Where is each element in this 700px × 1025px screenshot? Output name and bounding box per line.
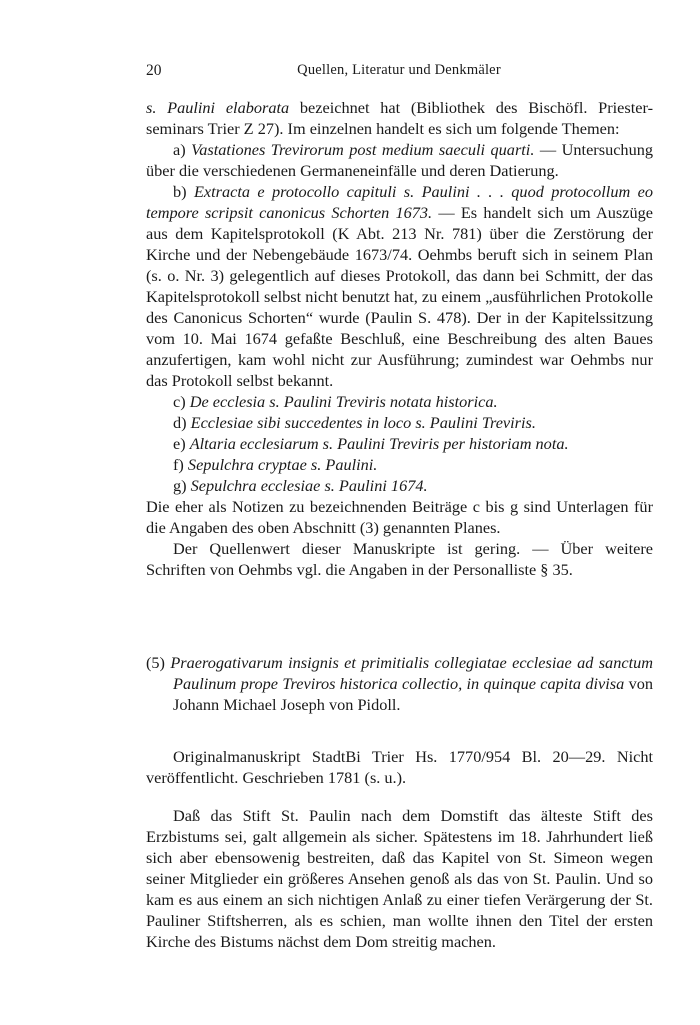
item-b-marker: b) xyxy=(173,182,194,201)
item-d-marker: d) xyxy=(173,413,191,432)
intro-text: bezeichnet hat (Bibliothek des Bischöfl. Priester-seminars Trier Z 27). Im einzelnen handelt es sich um folgende Themen: xyxy=(146,98,654,138)
item-f xyxy=(146,454,653,475)
item-g-marker: g) xyxy=(173,476,191,495)
intro-italic: s. Paulini elaborata xyxy=(146,98,290,117)
item-b-text: — Es handelt sich um Auszüge aus dem Kapitelsprotokoll (K Abt. 213 Nr. 781) über die Zerstörung der Kirche und der Nebengebäude 1673/74. Oehmbs beruft sich in seinem Plan (s. o. Nr. 3) gelegentlich auf dieses Protokoll, das dann bei Schmitt, der das Kapitelsprotokoll selbst nicht benutzt hat, zu einem „ausführlichen Protokolle des Canonicus Schorten“ wurde (Paulin S. 478). Der in der Kapitelssitzung vom 10. Mai 1674 gefaßte Beschluß, eine Beschreibung des alten Baues anzufertigen, kam wohl nicht zur Ausführung; zumindest war Oehmbs nur das Protokoll selbst bekannt. xyxy=(146,203,653,390)
section-5 xyxy=(146,652,653,968)
paragraph-notes: Die eher als Notizen zu bezeichnenden Beiträge c bis g sind Unterlagen für die Angaben des oben Abschnitt (3) genannten Planes. xyxy=(146,497,653,537)
item-c-marker: c) xyxy=(173,392,190,411)
section-5-heading xyxy=(146,652,653,715)
paragraph-history: Daß das Stift St. Paulin nach dem Domstift das älteste Stift des Erzbistums sei, galt allgemein als sicher. Spätestens im 18. Jahrhundert ließ sich aber ebensowenig bestreiten, daß das Kapitel von St. Simeon wegen seiner Mitglieder ein größeres Ansehen genoß als das von St. Paulin. Und so kam es aus einem an sich nichtigen Anlaß zu einer tiefen Verärgerung der St. Pauliner Stiftsherren, als es schien, man wollte ihnen den Titel der ersten Kirche des Bistums nächst dem Dom streitig machen. xyxy=(146,805,653,951)
item-b-title: Extracta e protocollo capituli s. Paulini . . . quod protocollum eo tempore scripsit canonicus Schorten 1673. xyxy=(146,182,653,222)
page-number: 20 xyxy=(146,62,162,79)
item-a-marker: a) xyxy=(173,140,192,159)
paragraph-intro xyxy=(146,97,653,139)
spacer xyxy=(146,715,653,730)
item-a-title: Vastationes Trevirorum post medium saeculi quarti. xyxy=(191,140,535,159)
item-f-title: Sepulchra cryptae s. Paulini. xyxy=(187,455,378,474)
item-c-title: De ecclesia s. Paulini Treviris notata historica. xyxy=(189,392,498,411)
item-g xyxy=(146,475,653,496)
page-header xyxy=(146,62,652,84)
paragraph-source-value: Der Quellenwert dieser Manuskripte ist gering. — Über weitere Schriften von Oehmbs vgl. die Angaben in der Personalliste § 35. xyxy=(146,539,653,579)
item-c xyxy=(146,391,653,412)
item-d xyxy=(146,412,653,433)
item-e-title: Altaria ecclesiarum s. Paulini Treviris per historiam nota. xyxy=(189,434,569,453)
section-5-marker: (5) xyxy=(146,653,171,672)
item-d-title: Ecclesiae sibi succedentes in loco s. Paulini Treviris. xyxy=(190,413,536,432)
item-b xyxy=(146,181,653,391)
item-g-title: Sepulchra ecclesiae s. Paulini 1674. xyxy=(190,476,428,495)
item-a xyxy=(146,139,653,181)
item-a-text: — Untersuchung über die verschiedenen Germaneneinfälle und deren Datierung. xyxy=(146,140,653,180)
item-f-marker: f) xyxy=(173,455,188,474)
item-e xyxy=(146,433,653,454)
section-5-author: von Johann Michael Joseph von Pidoll. xyxy=(173,674,653,714)
section-continuation xyxy=(146,97,653,580)
running-title: Quellen, Literatur und Denkmäler xyxy=(297,62,501,78)
item-e-marker: e) xyxy=(173,434,190,453)
section-5-title: Praerogativarum insignis et primitialis collegiatae ecclesiae ad sanctum Paulinum prope Treviros historica collectio, in quinque capita divisa xyxy=(170,653,653,693)
paragraph-manuscript: Originalmanuskript StadtBi Trier Hs. 1770/954 Bl. 20—29. Nicht veröffentlicht. Geschrieben 1781 (s. u.). xyxy=(146,747,653,788)
